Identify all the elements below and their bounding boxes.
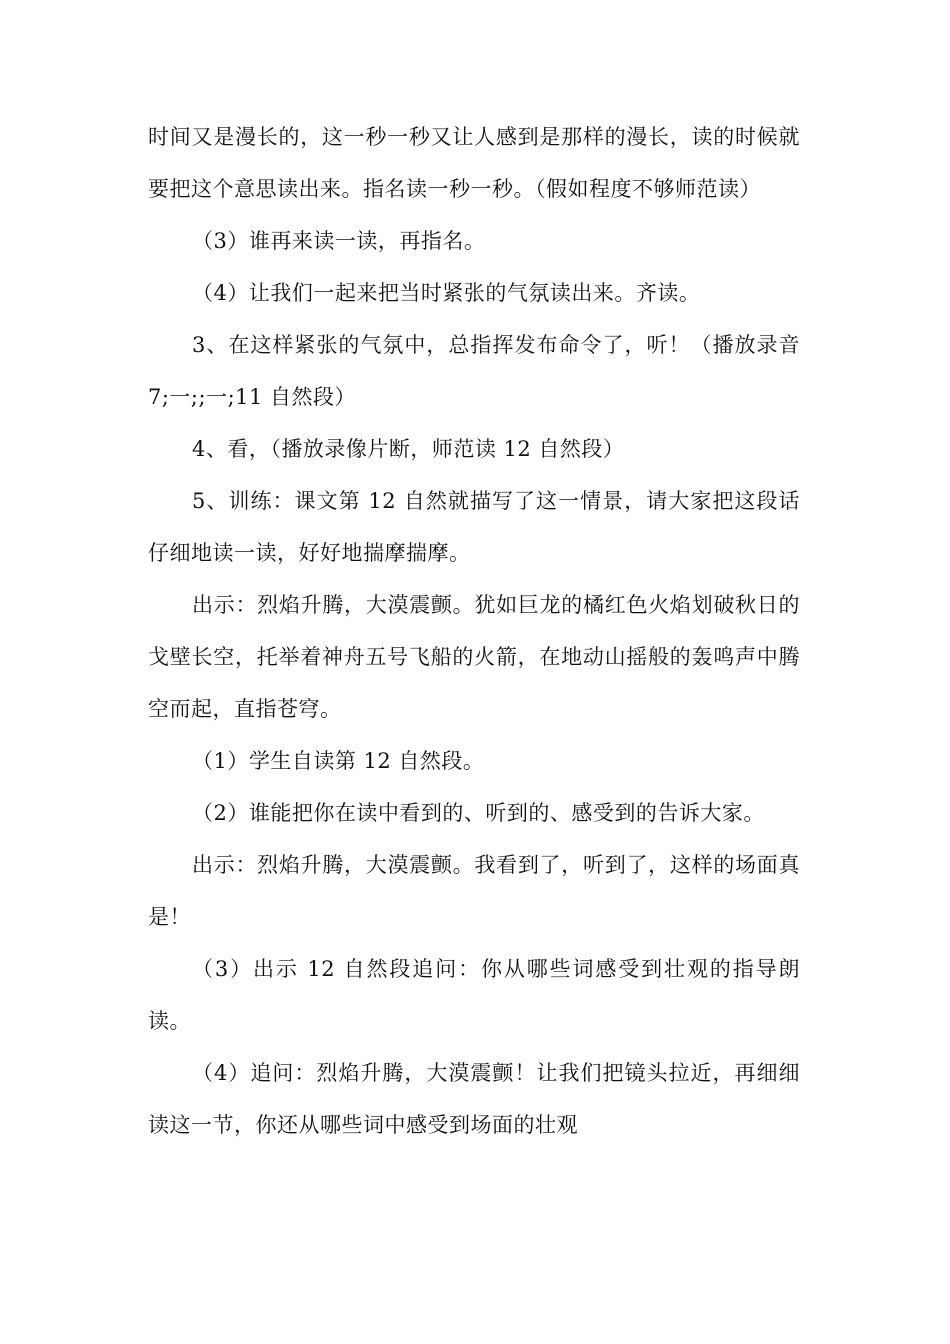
paragraph-step-3-reread: （3）谁再来读一读，再指名。 bbox=[192, 229, 486, 253]
paragraph-sub-1-self-read: （1）学生自读第 12 自然段。 bbox=[192, 749, 485, 773]
paragraph-continuation: 时间又是漫长的，这一秒一秒又让人感到是那样的漫长，读的时候就要把这个意思读出来。指名读一秒一秒。（假如程度不够师范读） bbox=[148, 125, 800, 201]
document-body bbox=[148, 111, 800, 1151]
paragraph-item-4-watch: 4、看，（播放录像片断，师范读 12 自然段） bbox=[192, 437, 625, 461]
paragraph-sub-3-follow-up: （3）出示 12 自然段追问：你从哪些词感受到壮观的指导朗读。 bbox=[148, 957, 800, 1033]
paragraph-sub-4-follow-up: （4）追问：烈焰升腾，大漠震颤！让我们把镜头拉近，再细细读这一节，你还从哪些词中感受到场面的壮观 bbox=[148, 1061, 800, 1137]
paragraph-display-text-1: 出示：烈焰升腾，大漠震颤。犹如巨龙的橘红色火焰划破秋日的戈壁长空，托举着神舟五号飞船的火箭，在地动山摇般的轰鸣声中腾空而起，直指苍穹。 bbox=[148, 593, 800, 721]
paragraph-display-text-2: 出示：烈焰升腾，大漠震颤。我看到了，听到了，这样的场面真是！ bbox=[148, 853, 800, 929]
paragraph-step-4-group-read: （4）让我们一起来把当时紧张的气氛读出来。齐读。 bbox=[192, 281, 701, 305]
paragraph-sub-2-share: （2）谁能把你在读中看到的、听到的、感受到的告诉大家。 bbox=[192, 801, 765, 825]
paragraph-item-5-training: 5、训练：课文第 12 自然就描写了这一情景，请大家把这段话仔细地读一读，好好地揣摩揣摩。 bbox=[148, 489, 800, 565]
paragraph-item-3-command: 3、在这样紧张的气氛中，总指挥发布命令了，听！（播放录音 7;一;;一;11 自然段） bbox=[148, 333, 800, 409]
